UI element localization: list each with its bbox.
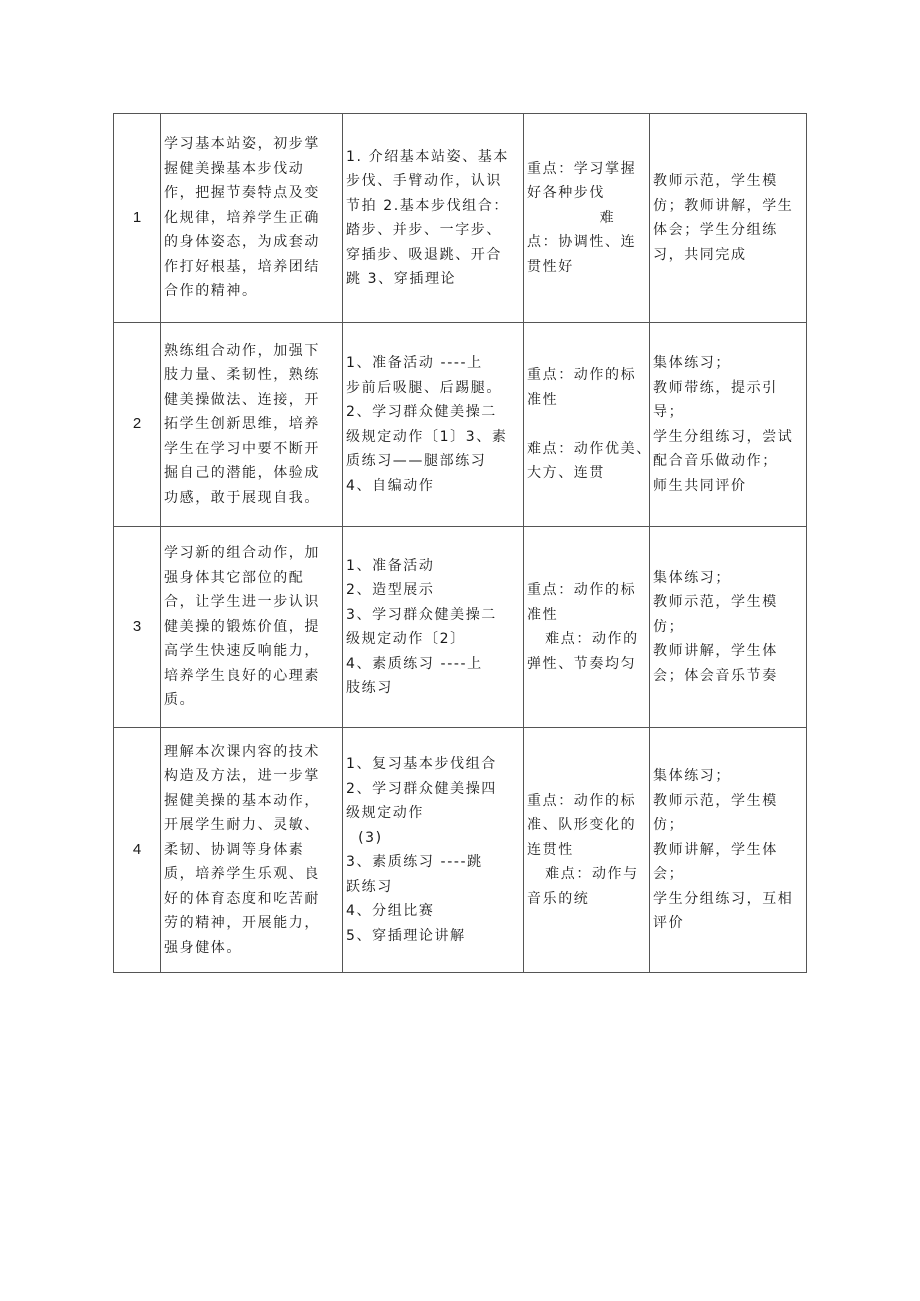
cell-line: 健美操做法、连接，开 — [164, 391, 320, 408]
cell-line: 准性 — [527, 606, 559, 623]
cell-line: 仿； — [653, 618, 685, 635]
cell-line: 化规律，培养学生正确 — [164, 209, 320, 226]
cell-line: 功感，敢于展现自我。 — [164, 489, 320, 506]
lesson-number: 3 — [114, 527, 161, 728]
cell-line: 难 — [527, 209, 616, 226]
cell-line: 学生分组练习，尝试 — [653, 428, 794, 445]
cell-line: 好的体育态度和吃苦耐 — [164, 890, 320, 907]
cell-line: 准性 — [527, 391, 559, 408]
table-row — [114, 114, 807, 323]
cell-line: 拓学生创新思维，培养 — [164, 416, 320, 433]
lesson-content — [343, 527, 524, 728]
lesson-content — [343, 114, 524, 323]
cell-line: 连贯性 — [527, 841, 574, 858]
cell-line: 强身健体。 — [164, 939, 242, 956]
lesson-key-points — [524, 323, 650, 527]
cell-line: 理解本次课内容的技术 — [164, 743, 320, 760]
cell-line: 合作的精神。 — [164, 283, 258, 300]
cell-line: 作打好根基，培养团结 — [164, 258, 320, 275]
cell-line: 踏步、并步、一字步、 — [346, 222, 502, 238]
lesson-number: 4 — [114, 728, 161, 973]
cell-line: 作，把握节奏特点及变 — [164, 185, 320, 202]
cell-line: 教师带练，提示引 — [653, 379, 778, 396]
cell-line: 音乐的统 — [527, 890, 590, 907]
cell-line: 教师讲解，学生体 — [653, 841, 778, 858]
cell-line: 1、准备活动 ----上 — [346, 355, 483, 371]
cell-line: 2、学习群众健美操二 — [346, 404, 497, 420]
lesson-content — [343, 728, 524, 973]
cell-line: 跃练习 — [346, 878, 393, 895]
lesson-key-points — [524, 527, 650, 728]
cell-line: 大方、连贯 — [527, 465, 605, 482]
cell-line: 健美操的锻炼价值，提 — [164, 618, 320, 635]
cell-line: 会；体会音乐节奏 — [653, 667, 778, 684]
cell-line: 师生共同评价 — [653, 477, 747, 494]
cell-line: 难点：动作优美、 — [527, 440, 652, 457]
cell-line: 培养学生良好的心理素 — [164, 667, 320, 684]
cell-line: 学生在学习中要不断开 — [164, 440, 320, 457]
cell-line: 1、准备活动 — [346, 557, 435, 574]
lesson-objective — [161, 527, 343, 728]
cell-line: 合，让学生进一步认识 — [164, 594, 320, 611]
cell-line: 4、分组比赛 — [346, 903, 435, 919]
cell-line: 重点：学习掌握 — [527, 160, 637, 177]
cell-line: 步前后吸腿、后踢腿。 — [346, 379, 502, 396]
cell-line: 重点：动作的标 — [527, 367, 637, 384]
table-row — [114, 728, 807, 973]
cell-line: 3、素质练习 ----跳 — [346, 854, 483, 870]
cell-line: 配合音乐做动作； — [653, 453, 778, 469]
lesson-objective — [161, 323, 343, 527]
lesson-number: 2 — [114, 323, 161, 527]
cell-line: 教师讲解，学生体 — [653, 643, 778, 660]
cell-line: 节拍 2.基本步伐组合： — [346, 197, 510, 214]
cell-line: 跳 3、穿插理论 — [346, 271, 457, 287]
cell-line: 1. 介绍基本站姿、基本 — [346, 148, 510, 165]
cell-line: 握健美操的基本动作， — [164, 792, 320, 809]
cell-line: 质。 — [164, 692, 196, 709]
cell-line: 学习新的组合动作，加 — [164, 545, 320, 562]
cell-line: 肢力量、柔韧性，熟练 — [164, 367, 320, 384]
cell-line: 学习基本站姿，初步掌 — [164, 136, 320, 153]
cell-line: 准、队形变化的 — [527, 817, 637, 834]
cell-line: 熟练组合动作，加强下 — [164, 342, 320, 359]
cell-line: 评价 — [653, 915, 685, 932]
lesson-methods — [650, 527, 807, 728]
cell-line: 仿；教师讲解，学生 — [653, 197, 794, 214]
cell-line: 掘自己的潜能，体验成 — [164, 465, 320, 482]
cell-line: 2、造型展示 — [346, 582, 435, 598]
cell-line: 重点：动作的标 — [527, 792, 637, 809]
cell-line: 集体练习； — [653, 355, 731, 371]
lesson-key-points — [524, 728, 650, 973]
cell-line: 4、自编动作 — [346, 477, 435, 494]
cell-line: 步伐、手臂动作，认识 — [346, 173, 502, 189]
lesson-methods — [650, 728, 807, 973]
cell-line: 2、学习群众健美操四 — [346, 780, 497, 797]
cell-line: 体会；学生分组练 — [653, 222, 778, 238]
table-row — [114, 527, 807, 728]
cell-line: 仿； — [653, 817, 685, 834]
cell-line: 贯性好 — [527, 258, 574, 275]
cell-line: 质练习——腿部练习 — [346, 453, 487, 469]
lesson-number: 1 — [114, 114, 161, 323]
table-row — [114, 323, 807, 527]
cell-line: 导； — [653, 404, 685, 420]
cell-line: 劳的精神，开展能力， — [164, 915, 320, 932]
cell-line: 好各种步伐 — [527, 185, 605, 202]
cell-line: 质，培养学生乐观、良 — [164, 866, 320, 883]
cell-line: 柔韧、协调等身体素 — [164, 841, 305, 858]
cell-line: 级规定动作〔1〕3、素 — [346, 428, 508, 445]
cell-line: 构造及方法，进一步掌 — [164, 768, 320, 785]
lesson-key-points — [524, 114, 650, 323]
cell-line: 级规定动作 — [346, 805, 424, 821]
cell-line: (3) — [346, 829, 383, 846]
lesson-objective — [161, 114, 343, 323]
cell-line: 级规定动作〔2〕 — [346, 631, 466, 647]
cell-line: 高学生快速反响能力， — [164, 643, 320, 660]
cell-line: 集体练习； — [653, 569, 731, 586]
cell-line: 集体练习； — [653, 768, 731, 785]
lesson-methods — [650, 323, 807, 527]
lesson-content — [343, 323, 524, 527]
cell-line: 穿插步、吸退跳、开合 — [346, 246, 502, 263]
cell-line: 教师示范，学生模 — [653, 792, 778, 809]
cell-line: 会； — [653, 866, 685, 883]
cell-line: 难点：动作与 — [527, 866, 639, 883]
cell-line: 教师示范，学生模 — [653, 594, 778, 611]
cell-line: 的身体姿态，为成套动 — [164, 234, 320, 251]
cell-line: 4、素质练习 ----上 — [346, 655, 483, 672]
cell-line: 习，共同完成 — [653, 246, 747, 263]
cell-line: 弹性、节奏均匀 — [527, 655, 637, 672]
lesson-plan-table — [113, 113, 807, 973]
lesson-objective — [161, 728, 343, 973]
cell-line: 重点：动作的标 — [527, 582, 637, 598]
cell-line: 开展学生耐力、灵敏、 — [164, 817, 320, 834]
cell-line — [527, 412, 647, 437]
cell-line: 握健美操基本步伐动 — [164, 160, 305, 177]
cell-line: 3、学习群众健美操二 — [346, 606, 497, 623]
cell-line: 强身体其它部位的配 — [164, 569, 305, 586]
cell-line: 难点：动作的 — [527, 631, 639, 647]
cell-line: 1、复习基本步伐组合 — [346, 756, 497, 772]
lesson-methods — [650, 114, 807, 323]
cell-line: 肢练习 — [346, 680, 393, 696]
cell-line: 教师示范，学生模 — [653, 173, 778, 189]
cell-line: 5、穿插理论讲解 — [346, 927, 466, 944]
cell-line: 点：协调性、连 — [527, 234, 637, 251]
cell-line: 学生分组练习，互相 — [653, 890, 794, 907]
